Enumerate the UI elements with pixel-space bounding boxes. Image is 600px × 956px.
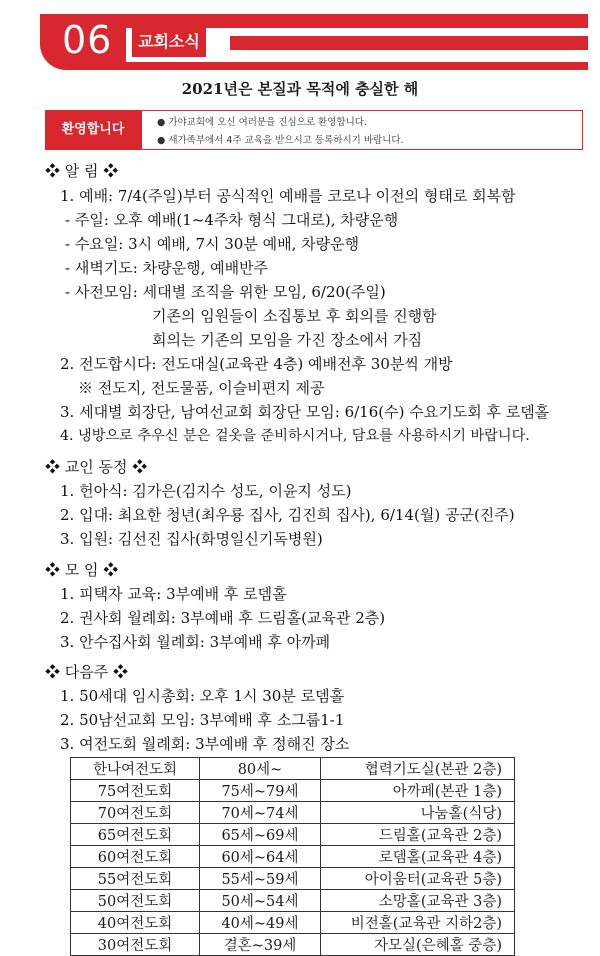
society-name-cell: 55여전도회 (71, 868, 200, 890)
meeting-place-cell: 드림홀(교육관 2층) (321, 824, 515, 846)
welcome-label: 환영합니다 (45, 110, 141, 150)
table-row (71, 824, 515, 846)
table-row (71, 780, 515, 802)
notice-item: 3. 세대별 회장단, 남여선교회 회장단 모임: 6/16(수) 수요기도회 후 로뎀홀 (60, 403, 550, 421)
notice-item: ※ 전도지, 전도물품, 이슬비편지 제공 (78, 379, 325, 397)
society-name-cell: 70여전도회 (71, 802, 200, 824)
table-row (71, 890, 515, 912)
meeting-place-cell: 협력기도실(본관 2층) (321, 758, 515, 780)
member-item: 2. 입대: 최요한 청년(최우룡 집사, 김진희 집사), 6/14(월) 공군(진주) (60, 506, 515, 524)
meeting-place-cell: 아이움터(교육관 5층) (321, 868, 515, 890)
age-range-cell: 70세~74세 (200, 802, 321, 824)
notices-heading: ❖ 알 림 ❖ (45, 162, 119, 180)
age-range-cell: 60세~64세 (200, 846, 321, 868)
age-range-cell: 50세~54세 (200, 890, 321, 912)
table-row (71, 758, 515, 780)
table-body (71, 758, 515, 956)
next-week-item: 3. 여전도회 월례회: 3부예배 후 정해진 장소 (60, 735, 350, 753)
society-name-cell: 75여전도회 (71, 780, 200, 802)
welcome-line: ● 새가족부에서 4주 교육을 받으시고 등록하시기 바랍니다. (157, 135, 404, 146)
table-row (71, 912, 515, 934)
notice-item: 1. 예배: 7/4(주일)부터 공식적인 예배를 코로나 이전의 형태로 회복함 (60, 187, 516, 205)
section-title: 교회소식 (132, 27, 206, 57)
society-name-cell: 한나여전도회 (71, 758, 200, 780)
next-week-item: 2. 50남선교회 모임: 3부예배 후 소그룹1-1 (60, 711, 345, 729)
page-header (40, 14, 588, 70)
notice-item: - 사전모임: 세대별 조직을 위한 모임, 6/20(주일) (65, 283, 386, 301)
meeting-item: 2. 권사회 월례회: 3부예배 후 드림홀(교육관 2층) (60, 609, 386, 627)
meeting-place-cell: 로뎀홀(교육관 4층) (321, 846, 515, 868)
meeting-place-cell: 자모실(은혜홀 중층) (321, 934, 515, 956)
society-name-cell: 40여전도회 (71, 912, 200, 934)
members-heading: ❖ 교인 동정 ❖ (45, 458, 148, 476)
table-row (71, 868, 515, 890)
society-name-cell: 30여전도회 (71, 934, 200, 956)
age-range-cell: 40세~49세 (200, 912, 321, 934)
welcome-box (45, 110, 583, 150)
meeting-place-cell: 아까페(본관 1층) (321, 780, 515, 802)
member-item: 1. 헌아식: 김가은(김지수 성도, 이윤지 성도) (60, 482, 352, 500)
notice-item: 2. 전도합시다: 전도대실(교육관 4층) 예배전후 30분씩 개방 (60, 355, 453, 373)
meeting-item: 3. 안수집사회 월례회: 3부예배 후 아까페 (60, 633, 331, 651)
section-number: 06 (62, 18, 113, 62)
notice-item: 4. 냉방으로 추우신 분은 겉옷을 준비하시거나, 담요를 사용하시기 바랍니다. (60, 428, 530, 444)
notice-item: 회의는 기존의 모임을 가진 장소에서 가짐 (152, 331, 423, 349)
society-name-cell: 60여전도회 (71, 846, 200, 868)
meeting-place-cell: 비전홀(교육관 지하2층) (321, 912, 515, 934)
table-row (71, 802, 515, 824)
year-theme: 2021년은 본질과 목적에 충실한 해 (181, 80, 419, 98)
notice-item: - 새벽기도: 차량운행, 예배반주 (65, 259, 269, 277)
table-row (71, 934, 515, 956)
meeting-place-cell: 소망홀(교육관 3층) (321, 890, 515, 912)
age-range-cell: 80세~ (200, 758, 321, 780)
meeting-item: 1. 피택자 교육: 3부예배 후 로뎀홀 (60, 585, 287, 603)
notice-item: - 주일: 오후 예배(1~4주차 형식 그대로), 차량운행 (65, 211, 399, 229)
mission-society-table (70, 757, 515, 956)
header-bar (230, 36, 588, 50)
member-item: 3. 입원: 김선진 집사(화명일신기독병원) (60, 530, 323, 548)
notice-item: - 수요일: 3시 예배, 7시 30분 예배, 차량운행 (65, 235, 360, 253)
age-range-cell: 65세~69세 (200, 824, 321, 846)
notice-item: 기존의 임원들이 소집통보 후 회의를 진행함 (152, 307, 437, 325)
meetings-heading: ❖ 모 임 ❖ (45, 561, 119, 579)
next-week-heading: ❖ 다음주 ❖ (45, 663, 129, 681)
society-name-cell: 65여전도회 (71, 824, 200, 846)
welcome-line: ● 가야교회에 오신 여러분을 진심으로 환영합니다. (157, 117, 367, 128)
age-range-cell: 결혼~39세 (200, 934, 321, 956)
meeting-place-cell: 나눔홀(식당) (321, 802, 515, 824)
age-range-cell: 55세~59세 (200, 868, 321, 890)
age-range-cell: 75세~79세 (200, 780, 321, 802)
next-week-item: 1. 50세대 임시총회: 오후 1시 30분 로뎀홀 (60, 687, 345, 705)
society-name-cell: 50여전도회 (71, 890, 200, 912)
table-row (71, 846, 515, 868)
